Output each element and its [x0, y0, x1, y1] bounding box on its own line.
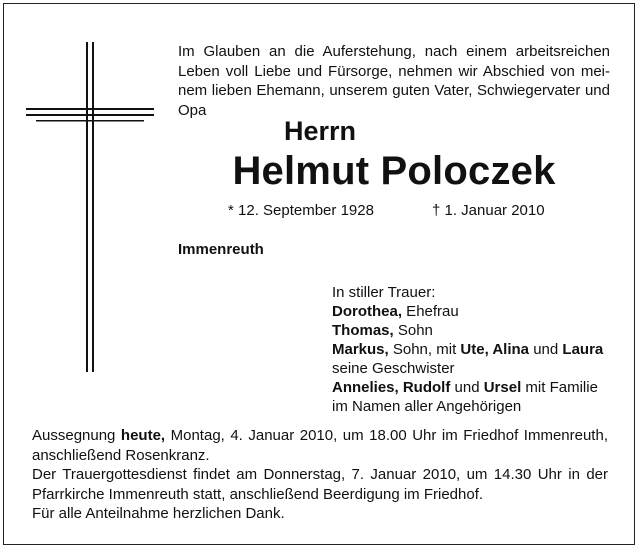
deceased-name: Helmut Poloczek [232, 149, 556, 193]
intro-line: Leben voll Liebe und Fürsorge, nehmen wir Abschied von mei- [178, 62, 610, 80]
service-line: Pfarrkirche Immenreuth statt, anschließend Beerdigung im Friedhof. [32, 485, 484, 503]
service-line: Aussegnung heute, Montag, 4. Januar 2010, um 18.00 Uhr im Friedhof Immenreuth, [32, 427, 608, 444]
intro-line: Im Glauben an die Auferstehung, nach einem arbeitsreichen [178, 43, 610, 60]
salutation: Herrn [283, 116, 357, 146]
service-line: anschließend Rosenkranz. [32, 446, 210, 464]
mourner-line: seine Geschwister [332, 360, 455, 377]
service-info [32, 426, 608, 524]
birth-date: * 12. September 1928 [228, 202, 374, 219]
intro-line: Opa [178, 101, 207, 119]
cross-icon [26, 42, 154, 372]
mourner-line: Annelies, Rudolf und Ursel mit Familie [332, 379, 598, 396]
intro-line: nem lieben Ehemann, unserem guten Vater, Schwiegervater und [178, 82, 610, 99]
intro-text [178, 42, 610, 120]
mourner-line: Dorothea, Ehefrau [332, 303, 459, 320]
mourner-line: Thomas, Sohn [332, 322, 433, 339]
mourners-heading: In stiller Trauer: [332, 284, 436, 301]
service-line: Der Trauergottesdienst findet am Donnerstag, 7. Januar 2010, um 14.30 Uhr in der [32, 466, 608, 483]
death-date: † 1. Januar 2010 [432, 202, 545, 219]
place-name: Immenreuth [178, 241, 264, 258]
thanks-line: Für alle Anteilnahme herzlichen Dank. [32, 505, 285, 522]
mourner-line: Markus, Sohn, mit Ute, Alina und Laura [332, 341, 604, 358]
mourners-block [332, 283, 603, 416]
mourner-line: im Namen aller Angehörigen [332, 398, 522, 415]
